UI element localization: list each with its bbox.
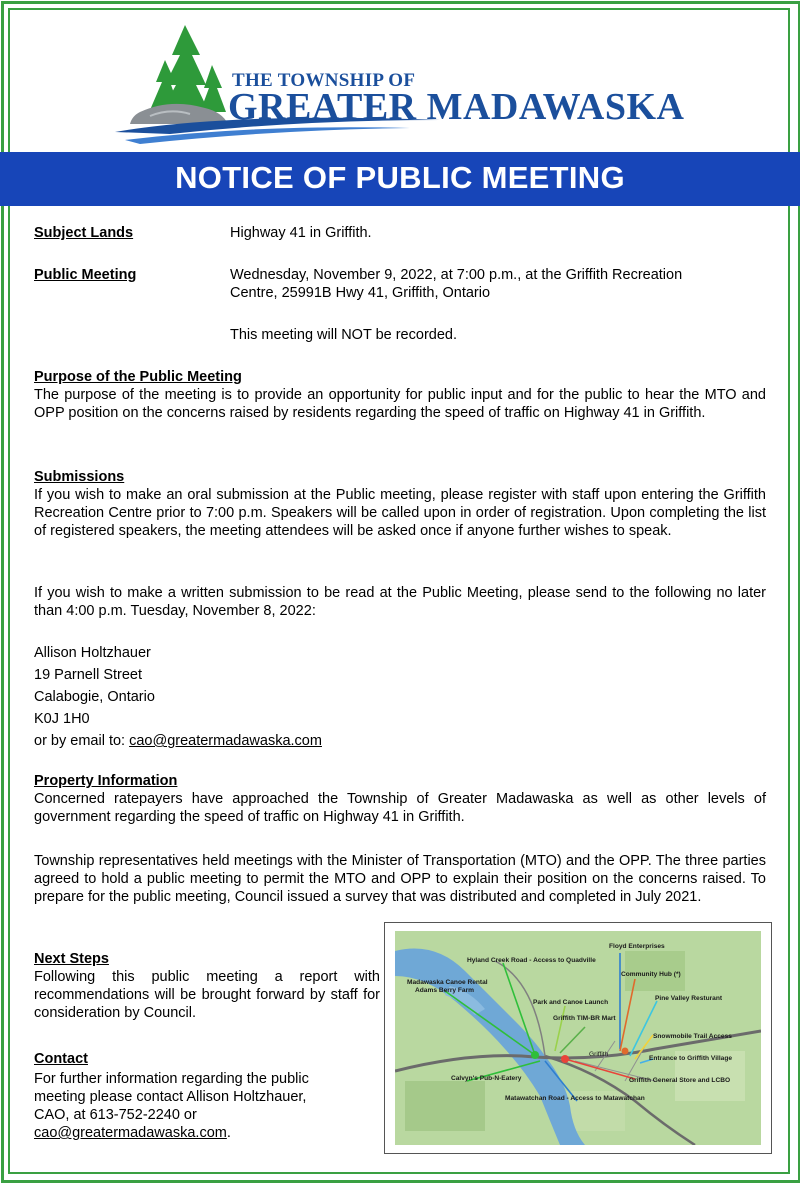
- contact-heading: Contact: [34, 1051, 88, 1067]
- written-submission-text: If you wish to make a written submission to be read at the Public Meeting, please send to the following no later than 4:00 p.m. Tuesday, November 8, 2022:: [34, 585, 766, 619]
- purpose-heading: Purpose of the Public Meeting: [34, 369, 242, 385]
- address-name: Allison Holtzhauer: [34, 645, 151, 661]
- map-label-store: Griffith General Store and LCBO: [629, 1077, 731, 1084]
- public-meeting-line1: Wednesday, November 9, 2022, at 7:00 p.m., at the Griffith Recreation: [230, 267, 683, 283]
- map-label-village: Entrance to Griffith Village: [649, 1055, 733, 1062]
- map-label-adams: Adams Berry Farm: [415, 987, 475, 994]
- property-text-2: Township representatives held meetings with the Minister of Transportation (MTO) and the OPP. The three parties agreed to hold a public meeting to permit the MTO and OPP to explain their position on the concerns raised. To prepare for the public meeting, Council issued a survey that was distributed and completed in July 2021.: [34, 853, 766, 905]
- contact-email-tail: .: [226, 1125, 231, 1141]
- address-postal: K0J 1H0: [34, 711, 90, 727]
- email-line: [34, 732, 322, 750]
- public-meeting-label: Public Meeting: [34, 267, 137, 283]
- submission-email-link[interactable]: cao@greatermadawaska.com: [129, 733, 322, 749]
- next-steps-text: Following this public meeting a report with recommendations will be brought forward by staff for consideration by Council.: [34, 969, 380, 1021]
- map-label-hyland: Hyland Creek Road - Access to Quadville: [467, 957, 596, 964]
- contact-line1: For further information regarding the public: [34, 1071, 309, 1087]
- map-label-floyd: Floyd Enterprises: [609, 943, 665, 950]
- map-label-matawatchan: Matawatchan Road - Access to Matawatchan: [505, 1095, 645, 1102]
- map-label-pine: Pine Valley Resturant: [655, 995, 723, 1002]
- not-recorded-note: This meeting will NOT be recorded.: [230, 327, 457, 343]
- property-text-1: Concerned ratepayers have approached the Township of Greater Madawaska as well as other levels of government regarding the speed of traffic on Highway 41 in Griffith.: [34, 791, 766, 825]
- map-label-canoe-rental: Madawaska Canoe Rental: [407, 979, 488, 986]
- subject-lands-value: Highway 41 in Griffith.: [230, 225, 372, 241]
- map-label-mart: Griffith TIM-BR Mart: [553, 1015, 616, 1022]
- purpose-text: The purpose of the meeting is to provide an opportunity for public input and for the public to hear the MTO and OPP position on the concerns raised by residents regarding the speed of traffic on Highway 41 in Griffith.: [34, 387, 766, 421]
- map-label-calvyn: Calvyn's Pub-N-Eatery: [451, 1075, 522, 1082]
- submissions-heading: Submissions: [34, 469, 125, 485]
- map-label-community: Community Hub (*): [621, 971, 681, 978]
- subject-lands-label: Subject Lands: [34, 225, 134, 241]
- griffith-map: [384, 922, 772, 1154]
- next-steps-heading: Next Steps: [34, 951, 109, 967]
- logo-main-text: GREATER MADAWASKA: [228, 86, 685, 128]
- public-meeting-line2: Centre, 25991B Hwy 41, Griffith, Ontario: [230, 285, 491, 301]
- contact-line2: meeting please contact Allison Holtzhauer,: [34, 1089, 307, 1105]
- tree-icon: [150, 25, 226, 118]
- map-label-park: Park and Canoe Launch: [533, 999, 609, 1006]
- address-city: Calabogie, Ontario: [34, 689, 155, 705]
- logo-top-text: THE TOWNSHIP OF: [232, 70, 416, 91]
- property-heading: Property Information: [34, 773, 178, 789]
- page-title: NOTICE OF PUBLIC MEETING: [175, 160, 625, 195]
- contact-line3: CAO, at 613-752-2240 or: [34, 1107, 197, 1123]
- address-street: 19 Parnell Street: [34, 667, 143, 683]
- contact-email-line: [34, 1124, 231, 1142]
- contact-email-link[interactable]: cao@greatermadawaska.com: [34, 1125, 227, 1141]
- email-prefix: or by email to:: [34, 733, 130, 749]
- map-label-snowmobile: Snowmobile Trail Access: [653, 1033, 732, 1040]
- map-label-griffith: Griffith: [589, 1051, 609, 1058]
- oral-submission-text: If you wish to make an oral submission at the Public meeting, please register with staff upon entering the Griffith Recreation Centre prior to 7:00 p.m. Speakers will be called upon in order of registration. Upon completing the list of registered speakers, the meeting attendees will be asked once if anyone further wishes to speak.: [34, 487, 766, 539]
